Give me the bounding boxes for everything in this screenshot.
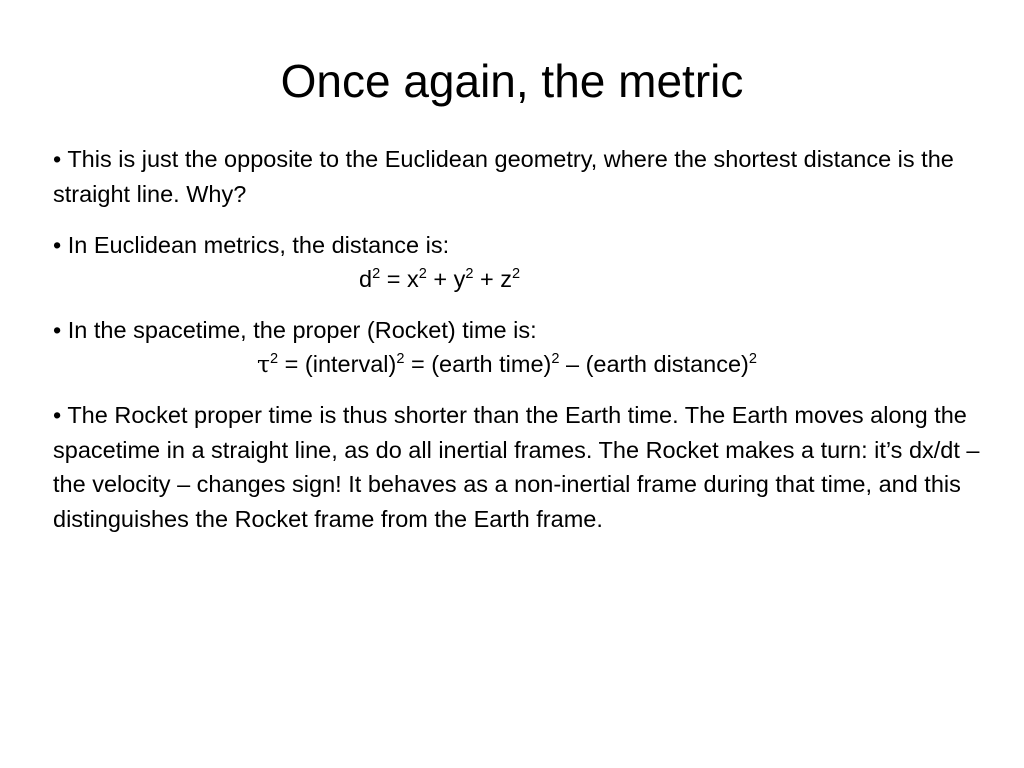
formula-earth-time: = (earth time) — [404, 351, 552, 377]
exponent: 2 — [551, 350, 560, 367]
bullet-euclidean-opposite: • This is just the opposite to the Euclidean geometry, where the shortest distance is the straight line. Why? — [53, 146, 954, 207]
bullet-euclidean-distance: • In Euclidean metrics, the distance is: — [53, 232, 450, 258]
formula-tau: τ — [257, 350, 271, 378]
formula-interval: = (interval) — [278, 351, 397, 377]
exponent: 2 — [512, 265, 521, 282]
exponent: 2 — [418, 265, 427, 282]
bullet-spacetime-proper-time: • In the spacetime, the proper (Rocket) time is: — [53, 317, 537, 343]
exponent: 2 — [396, 350, 405, 367]
exponent: 2 — [270, 350, 279, 367]
formula-proper-time — [257, 347, 757, 382]
exponent: 2 — [372, 265, 381, 282]
formula-d: d — [359, 266, 373, 292]
exponent: 2 — [748, 350, 757, 367]
formula-earth-distance: – (earth distance) — [559, 351, 749, 377]
formula-y-term: + y — [426, 266, 466, 292]
formula-z-term: + z — [473, 266, 513, 292]
formula-x-term: = x — [380, 266, 419, 292]
exponent: 2 — [465, 265, 474, 282]
slide-title: Once again, the metric — [280, 55, 744, 107]
formula-euclidean-distance — [359, 262, 520, 297]
bullet-rocket-conclusion: • The Rocket proper time is thus shorter than the Earth time. The Earth moves along the spacetime in a straight line, as do all inertial frames. The Rocket makes a turn: it’s dx/dt – the velocity – changes sign! It behaves as a non-inertial frame during that time, and this distinguishes the Rocket frame from the Earth frame. — [53, 402, 980, 532]
